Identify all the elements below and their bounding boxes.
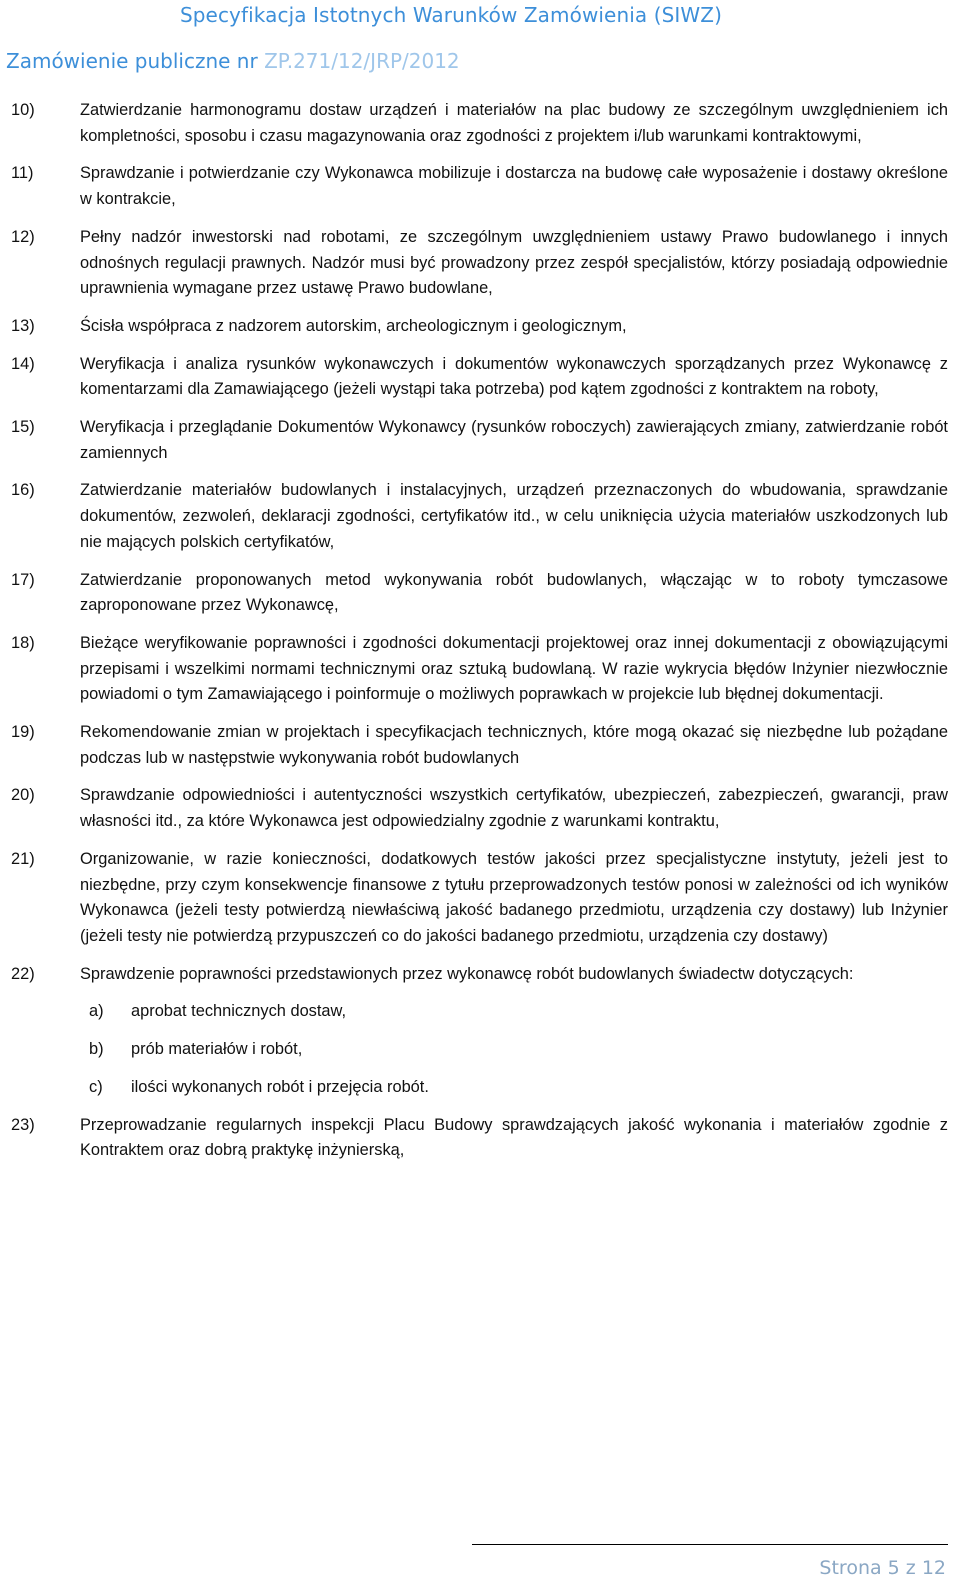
- list-item: [11, 1113, 948, 1164]
- list-item-text: Przeprowadzanie regularnych inspekcji Placu Budowy sprawdzających jakość wykonania i materiałów zgodnie z Kontraktem oraz dobrą praktykę inżynierską,: [80, 1115, 948, 1160]
- list-item-text: Weryfikacja i przeglądanie Dokumentów Wykonawcy (rysunków roboczych) zawierających zmiany, zatwierdzanie robót zamiennych: [80, 418, 948, 462]
- page-number: Strona 5 z 12: [819, 1557, 946, 1579]
- tender-reference-code: ZP.271/12/JRP/2012: [264, 49, 460, 73]
- document-title: Specyfikacja Istotnych Warunków Zamówienia (SIWZ): [179, 3, 722, 27]
- list-item-body: [80, 568, 948, 619]
- list-item: [11, 314, 948, 340]
- sub-list-item: [89, 999, 948, 1025]
- list-item-body: [80, 720, 948, 771]
- list-item-number: 23): [11, 1115, 35, 1134]
- list-item: [11, 631, 948, 708]
- list-item-number: 12): [11, 227, 35, 246]
- list-item: [11, 568, 948, 619]
- sub-list-item: [89, 1037, 948, 1063]
- sub-list: [11, 999, 948, 1100]
- list-item-number: 21): [11, 849, 35, 868]
- list-item-text: Rekomendowanie zmian w projektach i specyfikacjach technicznych, które mogą okazać się niezbędne lub pożądane podczas lub w następstwie wykonywania robót budowlanych: [80, 723, 948, 767]
- list-item-number: 13): [11, 316, 35, 335]
- list-item-body: [80, 161, 948, 212]
- list-item: [11, 847, 948, 950]
- list-item-body: [80, 98, 948, 149]
- list-item-body: [80, 847, 948, 950]
- list-item-number: 15): [11, 418, 35, 437]
- list-item-text: Sprawdzenie poprawności przedstawionych przez wykonawcę robót budowlanych świadectw dotyczących:: [80, 964, 854, 983]
- sub-list-item: [89, 1075, 948, 1101]
- list-item-text: Sprawdzanie odpowiedniości i autentyczności wszystkich certyfikatów, ubezpieczeń, zabezpieczeń, gwarancji, praw własności itd., za które Wykonawca jest odpowiedzialny zgodnie z warunkami kontraktu,: [80, 786, 948, 831]
- footer-rule: [472, 1544, 948, 1545]
- list-item-text: Zatwierdzanie harmonogramu dostaw urządzeń i materiałów na plac budowy ze szczególnym uwzględnieniem ich kompletności, sposobu i czasu magazynowania oraz zgodności z projektem i/lub warunkami kontraktowymi,: [80, 101, 948, 145]
- list-item-text: Organizowanie, w razie konieczności, dodatkowych testów jakości przez specjalistyczne instytuty, jeżeli jest to niezbędne, przy czym konsekwencje finansowe z tytułu przeprowadzonych testów ponosi w zależności od ich wyników Wykonawca (jeżeli testy potwierdzą niewłaściwą jakość badanego przedmiotu, urządzenia czy dostawy) lub Inżynier (jeżeli testy nie potwierdzą przypuszczeń co do jakości badanego przedmiotu, urządzenia czy dostawy): [80, 849, 948, 945]
- list-item-text: Weryfikacja i analiza rysunków wykonawczych i dokumentów wykonawczych sporządzanych przez Wykonawcę z komentarzami dla Zamawiającego (jeżeli wystąpi taka potrzeba) pod kątem zgodności z kontraktem na roboty,: [80, 354, 948, 399]
- list-item-number: 20): [11, 786, 35, 805]
- list-item-text: Bieżące weryfikowanie poprawności i zgodności dokumentacji projektowej oraz innej dokumentacji z obowiązującymi przepisami i wszelkimi normami technicznymi oraz sztuką budowlaną. W razie wykrycia błędów Inżynier niezwłocznie powiadomi o tym Zamawiającego i poinformuje o możliwych poprawkach w projekcie lub błędnej dokumentacji.: [80, 633, 948, 704]
- list-item: [11, 352, 948, 403]
- list-item: [11, 98, 948, 149]
- list-item-body: [80, 631, 948, 708]
- list-item-number: 16): [11, 481, 35, 500]
- document-body: [11, 98, 948, 1176]
- list-item-number: 22): [11, 964, 35, 983]
- sub-list-letter: a): [89, 1002, 104, 1021]
- list-item-number: 17): [11, 570, 35, 589]
- sub-list-text: prób materiałów i robót,: [131, 1040, 303, 1059]
- sub-list-text: ilości wykonanych robót i przejęcia robót.: [131, 1077, 429, 1096]
- list-item-body: [80, 1113, 948, 1164]
- tender-reference-prefix: Zamówienie publiczne nr: [6, 49, 265, 73]
- list-item-text: Sprawdzanie i potwierdzanie czy Wykonawca mobilizuje i dostarcza na budowę całe wyposażenie i dostawy określone w kontrakcie,: [80, 164, 948, 209]
- list-item: [11, 962, 948, 988]
- list-item-number: 18): [11, 633, 35, 652]
- list-item-number: 11): [11, 164, 34, 183]
- list-item: [11, 415, 948, 466]
- list-item: [11, 720, 948, 771]
- tender-reference: [6, 46, 460, 76]
- list-item-text: Ścisła współpraca z nadzorem autorskim, archeologicznym i geologicznym,: [80, 316, 627, 335]
- list-item-body: [80, 314, 948, 340]
- list-item: [11, 161, 948, 212]
- sub-list-letter: c): [89, 1077, 103, 1096]
- list-item-text: Pełny nadzór inwestorski nad robotami, ze szczególnym uwzględnieniem ustawy Prawo budowlanego i innych odnośnych regulacji prawnych. Nadzór musi być prowadzony przez zespół specjalistów, którzy posiadają odpowiednie uprawnienia wymagane przez ustawę Prawo budowlane,: [80, 227, 948, 298]
- list-item-body: [80, 478, 948, 555]
- list-item: [11, 225, 948, 302]
- list-item-body: [80, 962, 948, 988]
- list-item-body: [80, 783, 948, 834]
- list-item-body: [80, 225, 948, 302]
- list-item-text: Zatwierdzanie proponowanych metod wykonywania robót budowlanych, włączając w to roboty tymczasowe zaproponowane przez Wykonawcę,: [80, 570, 948, 615]
- list-item: [11, 783, 948, 834]
- list-item-number: 14): [11, 354, 35, 373]
- list-item-number: 19): [11, 723, 35, 742]
- page-header: [0, 0, 960, 80]
- list-item-text: Zatwierdzanie materiałów budowlanych i instalacyjnych, urządzeń przeznaczonych do wbudowania, sprawdzanie dokumentów, zezwoleń, deklaracji zgodności, certyfikatów itd., w celu uniknięcia użycia materiałów uszkodzonych lub nie mających polskich certyfikatów,: [80, 481, 948, 551]
- sub-list-text: aprobat technicznych dostaw,: [131, 1002, 347, 1021]
- list-item: [11, 478, 948, 555]
- list-item-number: 10): [11, 101, 35, 119]
- list-item-body: [80, 352, 948, 403]
- list-item-body: [80, 415, 948, 466]
- sub-list-letter: b): [89, 1040, 104, 1059]
